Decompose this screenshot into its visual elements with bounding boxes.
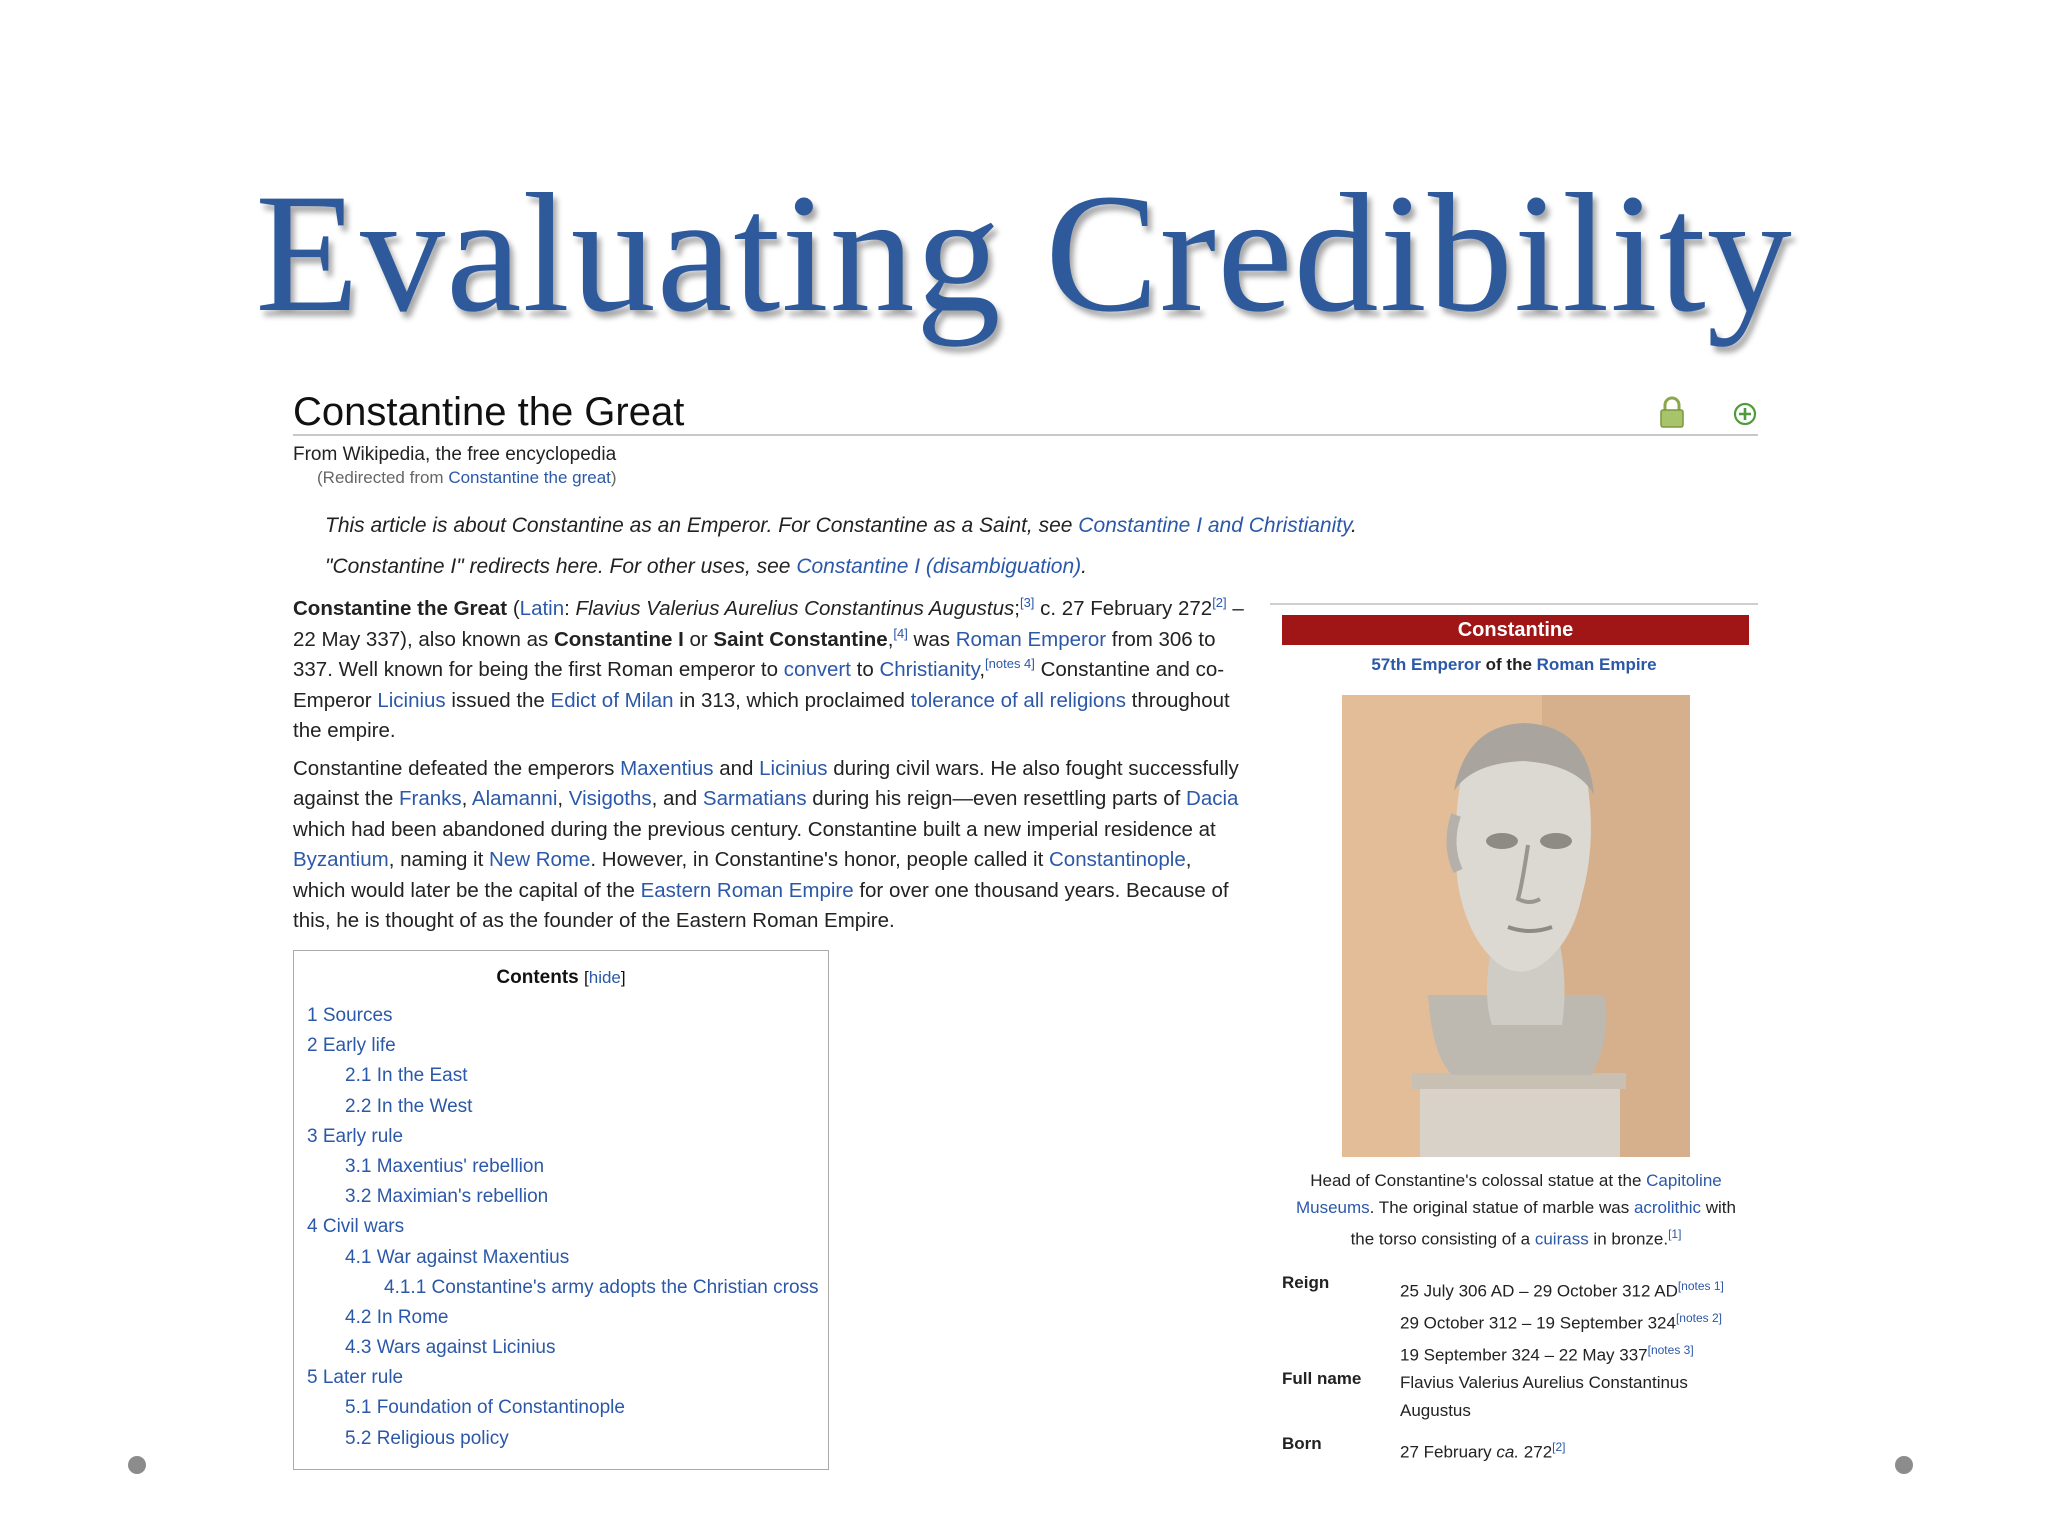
toc-item[interactable]: 4.2 In Rome	[345, 1306, 449, 1328]
toc-item[interactable]: 4.1.1 Constantine's army adopts the Christian cross	[384, 1276, 819, 1298]
slide-title: Evaluating Credibility	[255, 159, 1793, 347]
hatnote-link-christianity[interactable]: Constantine I and Christianity	[1078, 514, 1352, 537]
lead-paragraph-1: Constantine the Great (Latin: Flavius Valerius Aurelius Constantinus Augustus;[3] c. 27 February 272[2] – 22 May 337), also known as Constantine I or Saint Constantine,[4] was Roman Emperor from 306 to 337. Well known for being the first Roman emperor to convert to Christianity,[notes 4] Constantine and co-Emperor Licinius issued the Edict of Milan in 313, which proclaimed tolerance of all religions throughout the empire.	[293, 595, 1244, 742]
link-edict-of-milan[interactable]: Edict of Milan	[550, 688, 674, 712]
link-alamanni[interactable]: Alamanni	[471, 787, 558, 810]
toc-header: Contents [hide]	[496, 967, 626, 988]
link-christianity[interactable]: Christianity	[879, 658, 980, 681]
link-roman-emperor[interactable]: Roman Emperor	[955, 627, 1107, 651]
article-title: Constantine the Great	[293, 390, 685, 434]
lead-paragraph-2: Constantine defeated the emperors Maxentius and Licinius during civil wars. He also fought successfully against the Franks, Alamanni, Visigoths, and Sarmatians during his reign—even resettling parts of Dacia which had been abandoned during the previous century. Constantine built a new imperial residence at Byzantium, naming it New Rome. However, in Constantine's honor, people called it Constantinople, which would later be the capital of the Eastern Roman Empire for over one thousand years. Because of this, he is thought of as the founder of the Eastern Roman Empire.	[293, 756, 1239, 932]
link-franks[interactable]: Franks	[399, 787, 462, 810]
table-of-contents	[293, 950, 829, 1470]
link-new-rome[interactable]: New Rome	[489, 848, 591, 871]
infobox-header: Constantine	[1282, 615, 1749, 645]
link-licinius-2[interactable]: Licinius	[759, 756, 828, 780]
link-capitoline-museums[interactable]: Capitoline Museums	[1295, 1171, 1722, 1217]
toc-title: Contents	[496, 967, 579, 988]
reign-ref-notes-3[interactable]: [notes 3]	[1647, 1343, 1694, 1358]
infobox	[1270, 603, 1758, 1465]
toc-item[interactable]: 5 Later rule	[307, 1367, 404, 1389]
link-roman-empire[interactable]: Roman Empire	[1536, 655, 1657, 674]
title-divider	[293, 434, 1758, 436]
toc-item[interactable]: 2.1 In the East	[345, 1065, 468, 1087]
toc-item[interactable]: 4.1 War against Maxentius	[345, 1246, 570, 1268]
toc-item[interactable]: 5.2 Religious policy	[345, 1427, 509, 1449]
toc-item[interactable]: 4.3 Wars against Licinius	[345, 1337, 556, 1359]
toc-item[interactable]: 3.1 Maxentius' rebellion	[345, 1155, 545, 1177]
toc-item[interactable]: 2.2 In the West	[345, 1095, 473, 1117]
redirect-link[interactable]: Constantine the great	[448, 468, 611, 487]
reign-label: Reign	[1282, 1273, 1330, 1292]
born-ref-2[interactable]: [2]	[1552, 1440, 1566, 1454]
ref-4[interactable]: [4]	[893, 625, 908, 641]
statue-illustration	[1342, 695, 1690, 1157]
reign-ref-notes-2[interactable]: [notes 2]	[1675, 1311, 1722, 1326]
link-57th-emperor[interactable]: 57th Emperor	[1371, 655, 1481, 674]
site-sub: From Wikipedia, the free encyclopedia	[293, 444, 617, 465]
toc-item[interactable]: 3.2 Maximian's rebellion	[345, 1186, 549, 1208]
link-constantinople[interactable]: Constantinople	[1049, 848, 1186, 871]
link-acrolithic[interactable]: acrolithic	[1633, 1198, 1702, 1217]
link-tolerance[interactable]: tolerance of all religions	[910, 688, 1126, 712]
link-convert[interactable]: convert	[783, 658, 851, 681]
redirect-note: (Redirected from Constantine the great)	[317, 468, 617, 487]
ref-3[interactable]: [3]	[1019, 595, 1035, 611]
link-latin[interactable]: Latin	[519, 597, 565, 620]
caption-ref-1[interactable]: [1]	[1668, 1227, 1682, 1241]
slide-bullet-icon	[1895, 1456, 1913, 1474]
toc-hide-link[interactable]: hide	[588, 968, 621, 987]
lead-section	[293, 594, 1245, 944]
link-cuirass[interactable]: cuirass	[1534, 1229, 1589, 1249]
slide-bullet-icon	[128, 1456, 146, 1474]
toc-item[interactable]: 2 Early life	[307, 1035, 396, 1057]
link-dacia[interactable]: Dacia	[1186, 787, 1239, 810]
expand-plus-icon[interactable]	[1733, 402, 1757, 426]
hatnote-link-disambiguation[interactable]: Constantine I (disambiguation)	[796, 555, 1082, 578]
link-eastern-roman-empire[interactable]: Eastern Roman Empire	[640, 878, 854, 902]
toc-item[interactable]: 3 Early rule	[307, 1125, 404, 1147]
link-visigoths[interactable]: Visigoths	[568, 787, 652, 810]
ref-2[interactable]: [2]	[1212, 595, 1227, 611]
link-sarmatians[interactable]: Sarmatians	[702, 787, 807, 810]
link-byzantium[interactable]: Byzantium	[293, 848, 389, 871]
reign-value: 25 July 306 AD – 29 October 312 AD[notes 1] 29 October 312 – 19 September 324[notes 2] 19 September 324 – 22 May 337[notes 3]	[1400, 1279, 1724, 1365]
photo-caption: Head of Constantine's colossal statue at the Capitoline Museums. The original statue of marble was acrolithic with the torso consisting of a cuirass in bronze.[1]	[1295, 1171, 1736, 1249]
hatnote-saint: This article is about Constantine as an Emperor. For Constantine as a Saint, see Constantine I and Christianity.	[325, 514, 1357, 537]
wikipedia-article-screenshot	[293, 380, 1761, 1462]
hatnote-disambiguation: "Constantine I" redirects here. For other uses, see Constantine I (disambiguation).	[325, 555, 1087, 578]
ref-notes-4[interactable]: [notes 4]	[985, 656, 1035, 672]
lock-icon	[1659, 396, 1685, 428]
born-value: 27 February ca. 272[2]	[1400, 1440, 1566, 1462]
toc-list	[294, 1001, 828, 1454]
toc-item[interactable]: 1 Sources	[307, 1005, 393, 1026]
link-maxentius[interactable]: Maxentius	[620, 756, 714, 780]
reign-ref-notes-1[interactable]: [notes 1]	[1677, 1279, 1724, 1293]
full-name-value: Flavius Valerius Aurelius Constantinus Augustus	[1400, 1373, 1688, 1420]
born-label: Born	[1282, 1434, 1322, 1453]
statue-photo[interactable]	[1342, 695, 1690, 1157]
full-name-label: Full name	[1282, 1369, 1362, 1388]
infobox-subtitle: 57th Emperor of the Roman Empire	[1371, 655, 1657, 674]
link-licinius[interactable]: Licinius	[377, 688, 446, 712]
toc-item[interactable]: 5.1 Foundation of Constantinople	[345, 1397, 625, 1419]
toc-item[interactable]: 4 Civil wars	[307, 1216, 405, 1238]
